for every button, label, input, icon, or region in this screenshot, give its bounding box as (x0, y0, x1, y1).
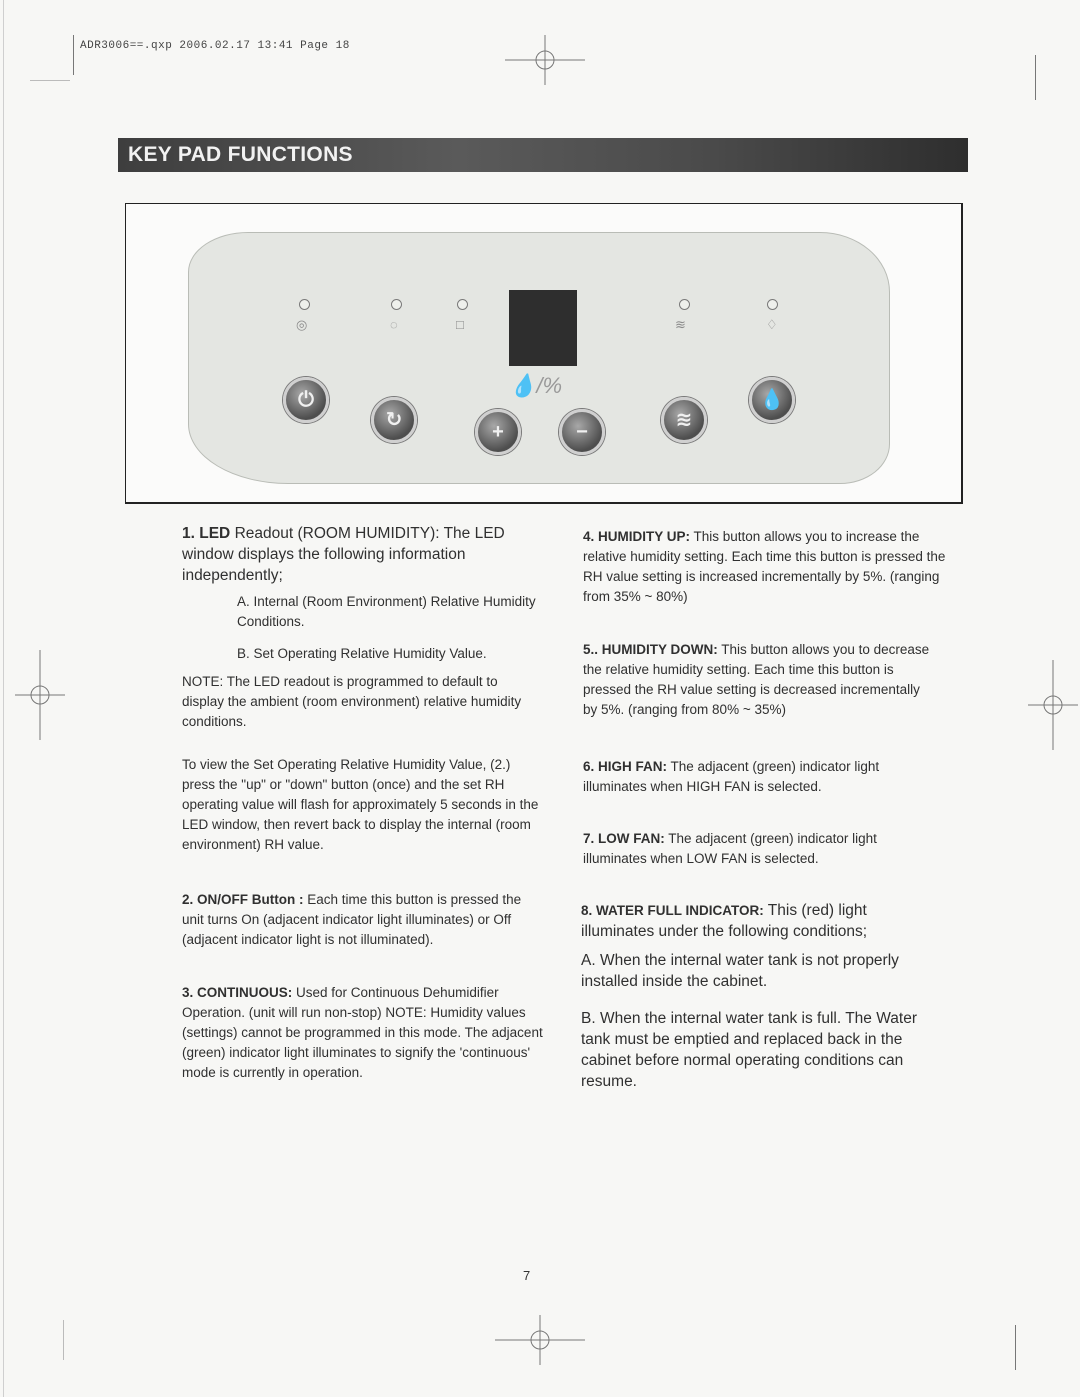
on-off-indicator-light (299, 299, 310, 310)
item-3-continuous: 3. CONTINUOUS: Used for Continuous Dehumidifier Operation. (unit will run non-stop) NOTE: Humidity values (settings) cannot be programmed in this mode. The adjacent (green) indicator light illuminates to signify the 'continuous' mode is currently in operation. (182, 985, 543, 1080)
item-1-note: NOTE: The LED readout is programmed to default to display the ambient (room environment) relative humidity conditions. (182, 674, 522, 729)
item-7-low-fan: 7. LOW FAN: The adjacent (green) indicator light illuminates when LOW FAN is selected. (583, 831, 877, 866)
page-number: 7 (523, 1268, 531, 1283)
item-8-sub-b: B. When the internal water tank is full. The Water tank must be emptied and replaced back in the cabinet before normal operating conditions can resume. (581, 1010, 917, 1090)
humidity-down-button[interactable]: − (559, 409, 605, 455)
item-5-humidity-down: 5.. HUMIDITY DOWN: This button allows you to decrease the relative humidity setting. Each time this button is pressed the RH value setting is decreased incrementally by 5%. (ranging from 80% ~ 35%) (583, 642, 930, 717)
crop-mark (73, 35, 74, 75)
humidity-up-button[interactable]: + (475, 409, 521, 455)
water-full-indicator-light (767, 299, 778, 310)
high-fan-indicator-light (679, 299, 690, 310)
continuous-mode-icon: ◌ (390, 317, 398, 332)
fan-speed-icon: ≋ (675, 317, 686, 332)
power-mode-icon: ◎ (296, 317, 308, 332)
humidity-percent-symbol: 💧/% (509, 373, 563, 398)
item-8-sub-a: A. When the internal water tank is not properly installed inside the cabinet. (581, 952, 899, 990)
crop-mark (1015, 1325, 1016, 1370)
item-1-sub-a: A. Internal (Room Environment) Relative Humidity Conditions. (237, 594, 536, 629)
item-1-led-readout (182, 523, 552, 732)
item-1-text: 1. LED Readout (ROOM HUMIDITY): The LED window displays the following information independently; (182, 525, 505, 584)
item-8-text: 8. WATER FULL INDICATOR: This (red) light illuminates under the following conditions; (581, 902, 868, 940)
crop-mark (63, 1320, 64, 1360)
extra-indicator-light (457, 299, 468, 310)
item-2-on-off: 2. ON/OFF Button : Each time this button is pressed the unit turns On (adjacent indicator light illuminates) or Off (adjacent indicator light is not illuminated). (182, 892, 522, 947)
view-set-value-note: To view the Set Operating Relative Humidity Value, (2.) press the "up" or "down" button (once) and the set RH operating value will flash for approximately 5 seconds in the LED window, then revert back to display the internal (room environment) RH value. (182, 757, 539, 852)
registration-mark (505, 35, 585, 85)
page-edge (3, 0, 4, 1397)
crop-mark (30, 80, 70, 81)
section-banner (118, 138, 968, 172)
keypad-figure (125, 203, 963, 504)
fan-speed-button[interactable]: ≋ (661, 397, 707, 443)
water-drop-button[interactable]: 💧 (749, 377, 795, 423)
control-panel (188, 232, 890, 484)
continuous-indicator-light (391, 299, 402, 310)
print-header: ADR3006==.qxp 2006.02.17 13:41 Page 18 (80, 40, 350, 52)
water-drop-icon: ♢ (766, 317, 778, 332)
registration-mark (495, 1315, 585, 1365)
item-4-humidity-up: 4. HUMIDITY UP: This button allows you to increase the relative humidity setting. Each time this button is pressed the RH value setting is increased incrementally by 5%. (ranging from 35% ~ 80%) (583, 529, 946, 604)
banner-title: KEY PAD FUNCTIONS (128, 143, 353, 166)
continuous-button[interactable]: ↻ (371, 397, 417, 443)
registration-mark (1028, 660, 1078, 750)
led-readout-window (509, 290, 577, 366)
on-off-button[interactable]: ⏻ (283, 377, 329, 423)
item-8-water-full (581, 900, 941, 1092)
item-1-sub-b: B. Set Operating Relative Humidity Value. (237, 646, 487, 661)
item-6-high-fan: 6. HIGH FAN: The adjacent (green) indicator light illuminates when HIGH FAN is selected. (583, 759, 880, 794)
crop-mark (1035, 55, 1036, 100)
square-mode-icon: □ (456, 317, 464, 332)
registration-mark (15, 650, 65, 740)
